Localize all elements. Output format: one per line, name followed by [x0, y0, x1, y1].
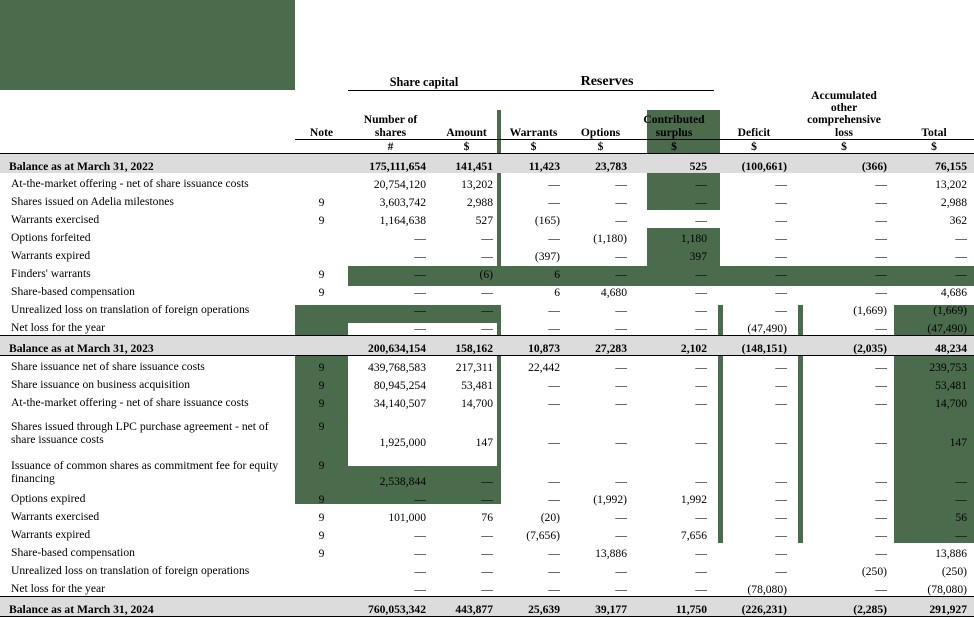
cell-contrib: — — [634, 317, 714, 336]
row-description: Finders' warrants — [11, 267, 91, 281]
table-row[interactable] — [0, 227, 974, 245]
cell-options: — — [615, 195, 628, 209]
header-contributed-surplus-line1: Contributed — [643, 113, 705, 127]
cell-warrants: — — [548, 564, 561, 578]
cell-note: 9 — [318, 546, 325, 560]
row-description: Options forfeited — [11, 231, 91, 245]
cell-contrib: — — [695, 303, 708, 317]
cell-warrants: 6 — [554, 285, 561, 299]
cell-amount: 141,451 — [433, 153, 500, 173]
cell-amount: — — [481, 564, 494, 578]
cell-options: — — [615, 435, 628, 449]
cell-shares: 1,164,638 — [379, 213, 426, 227]
cell-shares: 1,925,000 — [379, 435, 426, 449]
cell-aoci: — — [875, 378, 888, 392]
cell-warrants: — — [548, 435, 561, 449]
cell-aoci: — — [875, 492, 888, 506]
cell-contrib: — — [695, 360, 708, 374]
cell-contrib: — — [695, 564, 708, 578]
cell-deficit: — — [775, 510, 788, 524]
cell-aoci: — — [875, 474, 888, 488]
row-description: Share issuance on business acquisition — [11, 378, 191, 392]
cell-options: — — [615, 177, 628, 191]
cell-amount: — — [481, 285, 494, 299]
table-row[interactable] — [0, 355, 974, 374]
cell-total: 4,686 — [940, 285, 968, 299]
header-label-row — [0, 90, 974, 139]
row-description: Warrants expired — [11, 249, 91, 263]
cell-warrants: — — [548, 546, 561, 560]
cell-total: (47,490) — [894, 317, 974, 336]
cell-warrants: (397) — [534, 249, 561, 263]
cell-contrib: — — [695, 285, 708, 299]
cell-note: 9 — [318, 195, 325, 209]
table-row[interactable] — [0, 578, 974, 597]
row-description: Share issuance net of share issuance costs — [11, 360, 205, 374]
cell-note: 9 — [318, 419, 325, 433]
cell-deficit: — — [775, 378, 788, 392]
cell-aoci: — — [875, 231, 888, 245]
row-description: Balance as at March 31, 2022 — [0, 153, 295, 173]
cell-warrants: — — [548, 177, 561, 191]
row-description: At-the-market offering - net of share issuance costs — [11, 396, 249, 410]
cell-options: — — [615, 396, 628, 410]
cell-warrants: — — [500, 578, 567, 597]
cell-contrib: 11,750 — [634, 596, 714, 616]
table-row[interactable] — [0, 209, 974, 227]
unit-amount: $ — [433, 139, 500, 153]
cell-total: (1,669) — [933, 303, 968, 317]
header-spacer-deficit — [714, 0, 794, 90]
cell-options: 39,177 — [567, 596, 634, 616]
unit-deficit: $ — [714, 139, 794, 153]
cell-warrants: 6 — [554, 267, 561, 281]
cell-warrants: — — [548, 492, 561, 506]
cell-warrants: 25,639 — [500, 596, 567, 616]
row-description: Warrants expired — [11, 528, 91, 542]
cell-aoci: — — [875, 195, 888, 209]
cell-aoci: — — [875, 546, 888, 560]
cell-total: — — [955, 249, 968, 263]
cell-deficit: (78,080) — [714, 578, 794, 597]
cell-note: 9 — [318, 396, 325, 410]
cell-options: 27,283 — [567, 335, 634, 355]
cell-aoci: — — [875, 285, 888, 299]
unit-contrib: $ — [634, 139, 714, 153]
cell-shares: — — [414, 285, 426, 299]
unit-total: $ — [894, 139, 974, 153]
cell-note — [295, 335, 348, 355]
cell-shares: 439,768,583 — [368, 360, 426, 374]
cell-options: 13,886 — [595, 546, 628, 560]
cell-total: (250) — [941, 564, 968, 578]
cell-warrants: 10,873 — [500, 335, 567, 355]
cell-note — [295, 153, 348, 173]
row-description: Balance as at March 31, 2024 — [0, 596, 295, 616]
cell-amount: — — [481, 231, 494, 245]
cell-total: 362 — [949, 213, 968, 227]
balance-row[interactable] — [0, 153, 974, 173]
table-row[interactable] — [0, 392, 974, 410]
cell-aoci: — — [794, 317, 894, 336]
cell-shares: — — [348, 578, 433, 597]
cell-options: (1,180) — [593, 231, 628, 245]
cell-contrib: 1,180 — [680, 231, 708, 245]
cell-aoci: (1,669) — [853, 303, 888, 317]
cell-deficit: — — [775, 396, 788, 410]
cell-shares: 200,634,154 — [348, 335, 433, 355]
cell-amount: — — [481, 546, 494, 560]
unit-note — [295, 139, 348, 153]
cell-deficit: (47,490) — [714, 317, 794, 336]
header-aoci-line2: other — [830, 101, 858, 115]
cell-deficit: — — [775, 474, 788, 488]
header-contributed-surplus — [634, 90, 714, 139]
cell-aoci: — — [794, 578, 894, 597]
cell-options: 23,783 — [567, 153, 634, 173]
table-row[interactable] — [0, 191, 974, 209]
cell-warrants: (165) — [534, 213, 561, 227]
cell-contrib: — — [695, 213, 708, 227]
cell-shares: 760,053,342 — [348, 596, 433, 616]
cell-note: 9 — [318, 213, 325, 227]
header-contributed-surplus-line2: surplus — [655, 125, 693, 139]
unit-shares: # — [348, 139, 433, 153]
cell-contrib: — — [695, 267, 708, 281]
cell-note — [295, 173, 348, 191]
cell-contrib: 2,102 — [634, 335, 714, 355]
cell-amount: 147 — [475, 435, 494, 449]
balance-row[interactable] — [0, 335, 974, 355]
cell-note: 9 — [318, 458, 325, 472]
cell-shares: — — [414, 546, 426, 560]
cell-deficit: — — [775, 177, 788, 191]
row-description: Options expired — [11, 492, 86, 506]
cell-aoci: — — [875, 510, 888, 524]
cell-aoci: (2,035) — [794, 335, 894, 355]
cell-deficit: — — [775, 435, 788, 449]
cell-options: — — [615, 564, 628, 578]
cell-deficit: — — [775, 564, 788, 578]
group-reserves: Reserves — [500, 0, 714, 90]
cell-deficit: (226,231) — [714, 596, 794, 616]
cell-options: — — [615, 510, 628, 524]
cell-options: — — [615, 267, 628, 281]
header-desc — [0, 90, 295, 139]
cell-total: 291,927 — [894, 596, 974, 616]
table-row[interactable] — [0, 488, 974, 506]
cell-shares: 20,754,120 — [373, 177, 426, 191]
cell-aoci: — — [875, 435, 888, 449]
cell-contrib: 7,656 — [680, 528, 708, 542]
cell-shares: 2,538,844 — [379, 474, 426, 488]
cell-amount: — — [481, 528, 494, 542]
table-row[interactable] — [0, 524, 974, 542]
cell-deficit: — — [775, 267, 788, 281]
cell-shares: — — [414, 564, 426, 578]
unit-options: $ — [567, 139, 634, 153]
header-deficit: Deficit — [714, 90, 794, 139]
header-spacer-note — [295, 0, 348, 90]
cell-shares: 3,603,742 — [379, 195, 426, 209]
cell-total: 2,988 — [940, 195, 968, 209]
cell-amount: — — [433, 578, 500, 597]
cell-options: — — [615, 360, 628, 374]
cell-note — [295, 560, 348, 578]
cell-amount: (6) — [479, 267, 494, 281]
cell-options: — — [615, 213, 628, 227]
cell-aoci: (250) — [861, 564, 888, 578]
cell-shares: — — [414, 528, 426, 542]
cell-options: 4,680 — [600, 285, 628, 299]
cell-total: 239,753 — [929, 360, 968, 374]
cell-contrib: — — [695, 195, 708, 209]
row-description: Net loss for the year — [0, 317, 295, 336]
header-aoci-line3: comprehensive — [807, 113, 881, 127]
header-spacer-aoci — [794, 0, 894, 90]
cell-contrib: — — [695, 396, 708, 410]
row-description: At-the-market offering - net of share issuance costs — [11, 177, 249, 191]
table-body — [0, 153, 974, 616]
cell-note: 9 — [318, 492, 325, 506]
cell-options: — — [615, 528, 628, 542]
table-row[interactable] — [0, 281, 974, 299]
row-description: Shares issued on Adelia milestones — [11, 195, 174, 209]
header-unit-row — [0, 139, 974, 153]
cell-amount: 443,877 — [433, 596, 500, 616]
cell-warrants: — — [548, 474, 561, 488]
cell-amount: 13,202 — [461, 177, 494, 191]
cell-options: — — [615, 378, 628, 392]
cell-warrants: 22,442 — [528, 360, 561, 374]
table-row[interactable] — [0, 299, 974, 317]
cell-contrib: 525 — [634, 153, 714, 173]
table-row[interactable] — [0, 263, 974, 281]
cell-deficit: — — [775, 231, 788, 245]
cell-amount: 14,700 — [461, 396, 494, 410]
header-spacer-total — [894, 0, 974, 90]
cell-note: 9 — [318, 267, 325, 281]
header-options: Options — [567, 90, 634, 139]
cell-warrants: — — [548, 396, 561, 410]
cell-total: 13,202 — [935, 177, 968, 191]
cell-aoci: — — [875, 213, 888, 227]
cell-warrants: — — [500, 317, 567, 336]
unit-warrants: $ — [500, 139, 567, 153]
cell-warrants: — — [548, 195, 561, 209]
cell-deficit: — — [775, 249, 788, 263]
cell-shares: 80,945,254 — [373, 378, 426, 392]
cell-deficit: — — [775, 195, 788, 209]
row-description: Unrealized loss on translation of foreign operations — [11, 303, 250, 317]
cell-total: — — [955, 231, 968, 245]
row-description: Issuance of common shares as commitment fee for equity financing — [11, 459, 279, 486]
table-row[interactable] — [0, 317, 974, 336]
cell-aoci: — — [875, 249, 888, 263]
cell-aoci: — — [875, 177, 888, 191]
cell-note: 9 — [318, 285, 325, 299]
cell-deficit: (100,661) — [714, 153, 794, 173]
header-number-of-shares-line1: Number of — [363, 113, 418, 127]
cell-shares: 175,111,654 — [348, 153, 433, 173]
group-share-capital: Share capital — [348, 0, 500, 90]
table-row[interactable] — [0, 245, 974, 263]
header-note: Note — [295, 90, 348, 139]
cell-total: 76,155 — [894, 153, 974, 173]
cell-total: 147 — [949, 435, 968, 449]
cell-deficit: — — [775, 492, 788, 506]
cell-amount: 527 — [475, 213, 494, 227]
cell-note: 9 — [318, 510, 325, 524]
row-description: Net loss for the year — [0, 578, 295, 597]
cell-aoci: — — [875, 396, 888, 410]
cell-amount: — — [481, 303, 494, 317]
cell-amount: — — [481, 249, 494, 263]
cell-note — [295, 596, 348, 616]
cell-note: 9 — [318, 360, 325, 374]
cell-contrib: — — [695, 378, 708, 392]
row-description: Warrants exercised — [11, 510, 100, 524]
cell-amount: 76 — [481, 510, 494, 524]
cell-deficit: — — [775, 303, 788, 317]
cell-deficit: (148,151) — [714, 335, 794, 355]
balance-row[interactable] — [0, 596, 974, 616]
row-description: Share-based compensation — [11, 546, 135, 560]
cell-shares: 34,140,507 — [373, 396, 426, 410]
header-aoci-line1: Accumulated — [811, 89, 877, 102]
cell-amount: 2,988 — [466, 195, 494, 209]
cell-shares: — — [414, 303, 426, 317]
cell-total: — — [955, 528, 968, 542]
cell-shares: — — [414, 249, 426, 263]
cell-contrib: — — [634, 578, 714, 597]
cell-total: (78,080) — [894, 578, 974, 597]
cell-contrib: 1,992 — [680, 492, 708, 506]
cell-options: — — [615, 303, 628, 317]
cell-shares: — — [414, 492, 426, 506]
unit-aoci: $ — [794, 139, 894, 153]
cell-total: 13,886 — [935, 546, 968, 560]
cell-amount: 53,481 — [461, 378, 494, 392]
cell-amount: 158,162 — [433, 335, 500, 355]
cell-aoci: — — [875, 528, 888, 542]
cell-amount: — — [481, 474, 494, 488]
cell-note: 9 — [318, 378, 325, 392]
cell-shares: 101,000 — [388, 510, 426, 524]
cell-options: (1,992) — [593, 492, 628, 506]
header-spacer — [0, 0, 295, 90]
cell-total: 14,700 — [935, 396, 968, 410]
cell-total: 56 — [955, 510, 968, 524]
header-accumulated-oci — [794, 90, 894, 139]
header-total: Total — [894, 90, 974, 139]
cell-aoci: — — [875, 360, 888, 374]
row-description: Shares issued through LPC purchase agreement - net of share issuance costs — [11, 420, 269, 447]
cell-note: 9 — [318, 528, 325, 542]
table-row[interactable] — [0, 560, 974, 578]
cell-total: 53,481 — [935, 378, 968, 392]
cell-warrants: — — [548, 303, 561, 317]
cell-warrants: (7,656) — [526, 528, 561, 542]
table-row[interactable] — [0, 542, 974, 560]
cell-deficit: — — [775, 285, 788, 299]
cell-shares: — — [414, 267, 426, 281]
cell-note — [295, 227, 348, 245]
table-row[interactable] — [0, 173, 974, 191]
table-row[interactable] — [0, 374, 974, 392]
cell-note — [295, 245, 348, 263]
cell-warrants: (20) — [540, 510, 561, 524]
cell-contrib: — — [695, 474, 708, 488]
cell-total: — — [955, 474, 968, 488]
header-amount: Amount — [433, 90, 500, 139]
cell-shares: — — [348, 317, 433, 336]
cell-contrib: 397 — [689, 249, 708, 263]
cell-deficit: — — [775, 546, 788, 560]
cell-note — [295, 317, 348, 336]
cell-amount: 217,311 — [455, 360, 494, 374]
cell-options: — — [615, 249, 628, 263]
cell-deficit: — — [775, 360, 788, 374]
table-row[interactable] — [0, 410, 974, 449]
header-aoci-line4: loss — [834, 125, 854, 139]
cell-contrib: — — [695, 510, 708, 524]
cell-shares: — — [414, 231, 426, 245]
header-number-of-shares-line2: shares — [374, 125, 407, 139]
table-row[interactable] — [0, 449, 974, 488]
cell-contrib: — — [695, 546, 708, 560]
cell-contrib: — — [695, 177, 708, 191]
cell-aoci: (2,285) — [794, 596, 894, 616]
cell-options: — — [615, 474, 628, 488]
cell-deficit: — — [775, 528, 788, 542]
cell-deficit: — — [775, 213, 788, 227]
cell-aoci: — — [875, 267, 888, 281]
table-header — [0, 0, 974, 153]
unit-desc — [0, 139, 295, 153]
row-description: Warrants exercised — [11, 213, 100, 227]
cell-warrants: 11,423 — [500, 153, 567, 173]
row-description: Unrealized loss on translation of foreign operations — [11, 564, 250, 578]
table-row[interactable] — [0, 506, 974, 524]
cell-amount: — — [481, 492, 494, 506]
cell-total: — — [955, 492, 968, 506]
cell-options: — — [567, 317, 634, 336]
cell-total: — — [955, 267, 968, 281]
cell-amount: — — [433, 317, 500, 336]
cell-aoci: (366) — [794, 153, 894, 173]
cell-warrants: — — [548, 231, 561, 245]
cell-total: 48,234 — [894, 335, 974, 355]
header-number-of-shares — [348, 90, 433, 139]
cell-note — [295, 578, 348, 597]
cell-contrib: — — [695, 435, 708, 449]
header-warrants: Warrants — [500, 90, 567, 139]
cell-warrants: — — [548, 378, 561, 392]
row-description: Share-based compensation — [11, 285, 135, 299]
cell-note — [295, 299, 348, 317]
row-description: Balance as at March 31, 2023 — [0, 335, 295, 355]
cell-options: — — [567, 578, 634, 597]
header-group-row — [0, 0, 974, 90]
